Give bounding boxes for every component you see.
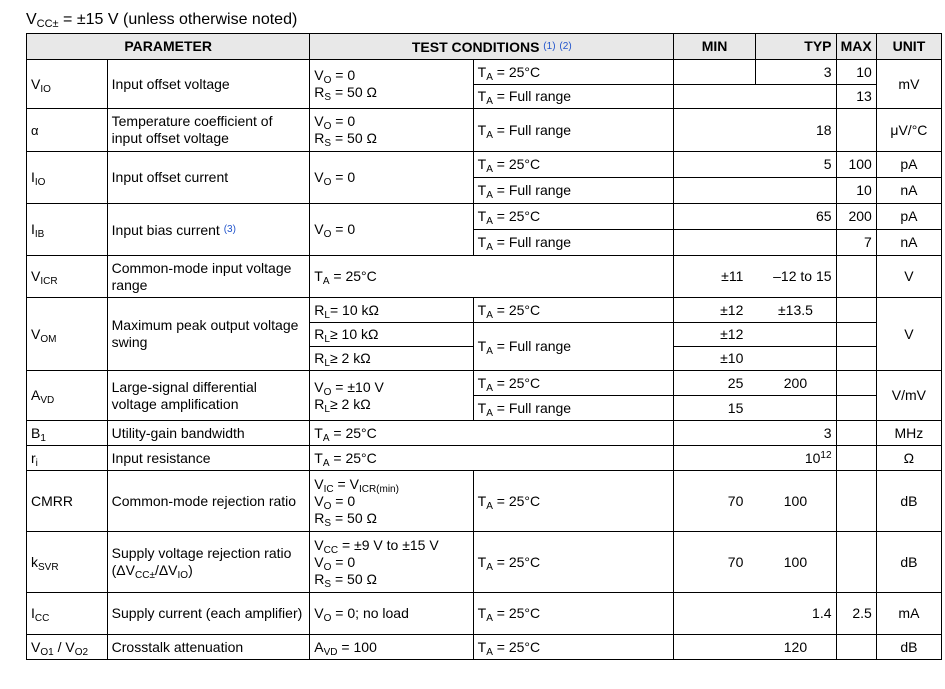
cell-min (674, 446, 756, 471)
cell-typ: 100 (755, 471, 836, 532)
row-description: Supply current (each amplifier) (107, 593, 310, 635)
cell-max (836, 471, 876, 532)
row-temperature: $T_A = 25^\circ C$ (473, 593, 674, 635)
cell-unit: mV (876, 60, 941, 109)
cell-unit: V (876, 256, 941, 298)
row-condition: $V_{IC} = V_{ICR(min)}$ $V_O = 0$ $R_S = 50$ Ω (310, 471, 473, 532)
cell-max (836, 421, 876, 446)
cell-min (674, 230, 756, 256)
cell-typ: 65 (755, 204, 836, 230)
cell-typ: 3 (755, 421, 836, 446)
row-description: Maximum peak output voltage swing (107, 298, 310, 371)
table-row (27, 204, 942, 230)
cell-min: 70 (674, 471, 756, 532)
row-temperature: $T_A$ = Full range (473, 230, 674, 256)
table-row (27, 446, 942, 471)
cell-max (836, 256, 876, 298)
header-unit: UNIT (876, 34, 941, 60)
cell-min (674, 109, 756, 152)
row-symbol: $A_{VD}$ (27, 371, 108, 421)
cell-typ: $10^{12}$ (755, 446, 836, 471)
cell-max (836, 347, 876, 371)
row-temperature: $T_A = 25^\circ C$ (473, 635, 674, 660)
cell-max: 200 (836, 204, 876, 230)
row-description: Large-signal differential voltage amplification (107, 371, 310, 421)
header-min: MIN (674, 34, 756, 60)
row-temperature: $T_A = 25^\circ C$ (473, 60, 674, 85)
cell-min (674, 152, 756, 178)
cell-unit: V/mV (876, 371, 941, 421)
row-condition: $V_O = 0$ $R_S = 50$ Ω (310, 109, 473, 152)
row-symbol: $V_{ICR}$ (27, 256, 108, 298)
cell-typ: 18 (755, 109, 836, 152)
cell-max: 2.5 (836, 593, 876, 635)
cell-min: 15 (674, 396, 756, 421)
row-temperature: $T_A$ = Full range (473, 85, 674, 109)
cell-max: 10 (836, 178, 876, 204)
row-description: Input resistance (107, 446, 310, 471)
row-symbol: $I_{IB}$ (27, 204, 108, 256)
table-header-row (27, 34, 942, 60)
header-typ: TYP (755, 34, 836, 60)
cell-max (836, 371, 876, 396)
cell-min (674, 178, 756, 204)
row-condition: $R_L\ge 10$ kΩ (310, 323, 473, 347)
cell-typ: 120 (755, 635, 836, 660)
cell-max: 7 (836, 230, 876, 256)
cell-max (836, 446, 876, 471)
row-description: Supply voltage rejection ratio $(\Delta V_{CC\pm}/\Delta V_{IO})$ (107, 532, 310, 593)
cell-max: 13 (836, 85, 876, 109)
cell-unit: MHz (876, 421, 941, 446)
row-temperature: $T_A$ = Full range (473, 396, 674, 421)
cell-max (836, 323, 876, 347)
cell-typ (755, 347, 836, 371)
table-row (27, 635, 942, 660)
row-condition: $V_O = 0$; no load (310, 593, 473, 635)
row-symbol: $I_{CC}$ (27, 593, 108, 635)
cell-min: ±10 (674, 347, 756, 371)
cell-unit: nA (876, 178, 941, 204)
cell-min: 25 (674, 371, 756, 396)
row-symbol: $V_{IO}$ (27, 60, 108, 109)
cell-typ: 1.4 (755, 593, 836, 635)
row-temperature: $T_A = 25^\circ C$ (473, 371, 674, 396)
cell-unit: mA (876, 593, 941, 635)
header-max: MAX (836, 34, 876, 60)
footnote-link-2[interactable]: (2) (559, 40, 572, 52)
row-condition: $T_A = 25^\circ C$ (310, 421, 674, 446)
cell-typ (755, 230, 836, 256)
cell-unit: μV/°C (876, 109, 941, 152)
cell-typ: –12 to 15 (755, 256, 836, 298)
row-description: Common-mode input voltage range (107, 256, 310, 298)
cell-unit: V (876, 298, 941, 371)
cell-max (836, 109, 876, 152)
cell-unit: pA (876, 152, 941, 178)
cell-min: 70 (674, 532, 756, 593)
row-symbol: $I_{IO}$ (27, 152, 108, 204)
row-description: Crosstalk attenuation (107, 635, 310, 660)
cell-max (836, 532, 876, 593)
cell-unit: dB (876, 532, 941, 593)
row-condition: $V_O = 0$ (310, 152, 473, 204)
cell-typ: 3 (755, 60, 836, 85)
table-row (27, 109, 942, 152)
row-temperature: $T_A$ = Full range (473, 178, 674, 204)
row-temperature: $T_A$ = Full range (473, 323, 674, 371)
row-temperature: $T_A = 25^\circ C$ (473, 532, 674, 593)
table-row (27, 593, 942, 635)
header-parameter: PARAMETER (27, 34, 310, 60)
row-description: Utility-gain bandwidth (107, 421, 310, 446)
row-condition: $T_A = 25^\circ C$ (310, 446, 674, 471)
cell-typ: 5 (755, 152, 836, 178)
cell-typ (755, 178, 836, 204)
cell-min: ±11 (674, 256, 756, 298)
table-row (27, 371, 942, 396)
cell-typ: 200 (755, 371, 836, 396)
table-row (27, 152, 942, 178)
cell-unit: dB (876, 635, 941, 660)
row-temperature: $T_A = 25^\circ C$ (473, 152, 674, 178)
cell-min (674, 60, 756, 85)
row-temperature: $T_A$ = Full range (473, 109, 674, 152)
electrical-characteristics-table (26, 33, 942, 660)
supply-conditions-note: $V_{CC\pm} = \pm 15$ V (unless otherwise noted) (26, 11, 298, 30)
row-condition: $V_O = \pm 10$ V $R_L\ge 2$ kΩ (310, 371, 473, 421)
header-test-conditions: TEST CONDITIONS $^{(1)}$ $^{(2)}$ (310, 34, 674, 60)
row-description: Input offset voltage (107, 60, 310, 109)
table-row (27, 421, 942, 446)
cell-min (674, 85, 756, 109)
row-description: Input bias current $^{(3)}$ (107, 204, 310, 256)
row-symbol: α (27, 109, 108, 152)
cell-unit: Ω (876, 446, 941, 471)
cell-min: ±12 (674, 323, 756, 347)
cell-max (836, 396, 876, 421)
row-symbol: CMRR (27, 471, 108, 532)
row-condition: $V_O = 0$ (310, 204, 473, 256)
row-description: Common-mode rejection ratio (107, 471, 310, 532)
row-temperature: $T_A = 25^\circ C$ (473, 298, 674, 323)
cell-min (674, 635, 756, 660)
footnote-link-3[interactable]: (3) (223, 223, 236, 235)
cell-min (674, 593, 756, 635)
cell-max: 100 (836, 152, 876, 178)
row-symbol: $V_{OM}$ (27, 298, 108, 371)
row-symbol: $B_1$ (27, 421, 108, 446)
table-row (27, 298, 942, 323)
cell-max: 10 (836, 60, 876, 85)
cell-unit: pA (876, 204, 941, 230)
table-row (27, 60, 942, 85)
table-row (27, 532, 942, 593)
cell-typ (755, 396, 836, 421)
table-row (27, 256, 942, 298)
cell-typ: 100 (755, 532, 836, 593)
row-condition: $T_A = 25^\circ C$ (310, 256, 674, 298)
footnote-link-1[interactable]: (1) (543, 40, 556, 52)
row-description: Input offset current (107, 152, 310, 204)
row-condition: $R_L\ge 2$ kΩ (310, 347, 473, 371)
cell-unit: nA (876, 230, 941, 256)
row-condition: $R_L= 10$ kΩ (310, 298, 473, 323)
row-condition: $V_{CC} = \pm 9$ V to ±15 V $V_O = 0$ $R_S = 50$ Ω (310, 532, 473, 593)
cell-max (836, 635, 876, 660)
row-condition: $V_O = 0$ $R_S = 50$ Ω (310, 60, 473, 109)
cell-min (674, 204, 756, 230)
row-symbol: $V_{O1} / V_{O2}$ (27, 635, 108, 660)
row-symbol: $k_{SVR}$ (27, 532, 108, 593)
cell-min (674, 421, 756, 446)
cell-unit: dB (876, 471, 941, 532)
cell-min: ±12 (674, 298, 756, 323)
cell-typ (755, 85, 836, 109)
cell-max (836, 298, 876, 323)
row-description: Temperature coefficient of input offset voltage (107, 109, 310, 152)
row-temperature: $T_A = 25^\circ C$ (473, 204, 674, 230)
row-condition: $A_{VD} = 100$ (310, 635, 473, 660)
row-temperature: $T_A = 25^\circ C$ (473, 471, 674, 532)
cell-typ (755, 323, 836, 347)
table-row (27, 471, 942, 532)
cell-typ: ±13.5 (755, 298, 836, 323)
row-symbol: $r_i$ (27, 446, 108, 471)
